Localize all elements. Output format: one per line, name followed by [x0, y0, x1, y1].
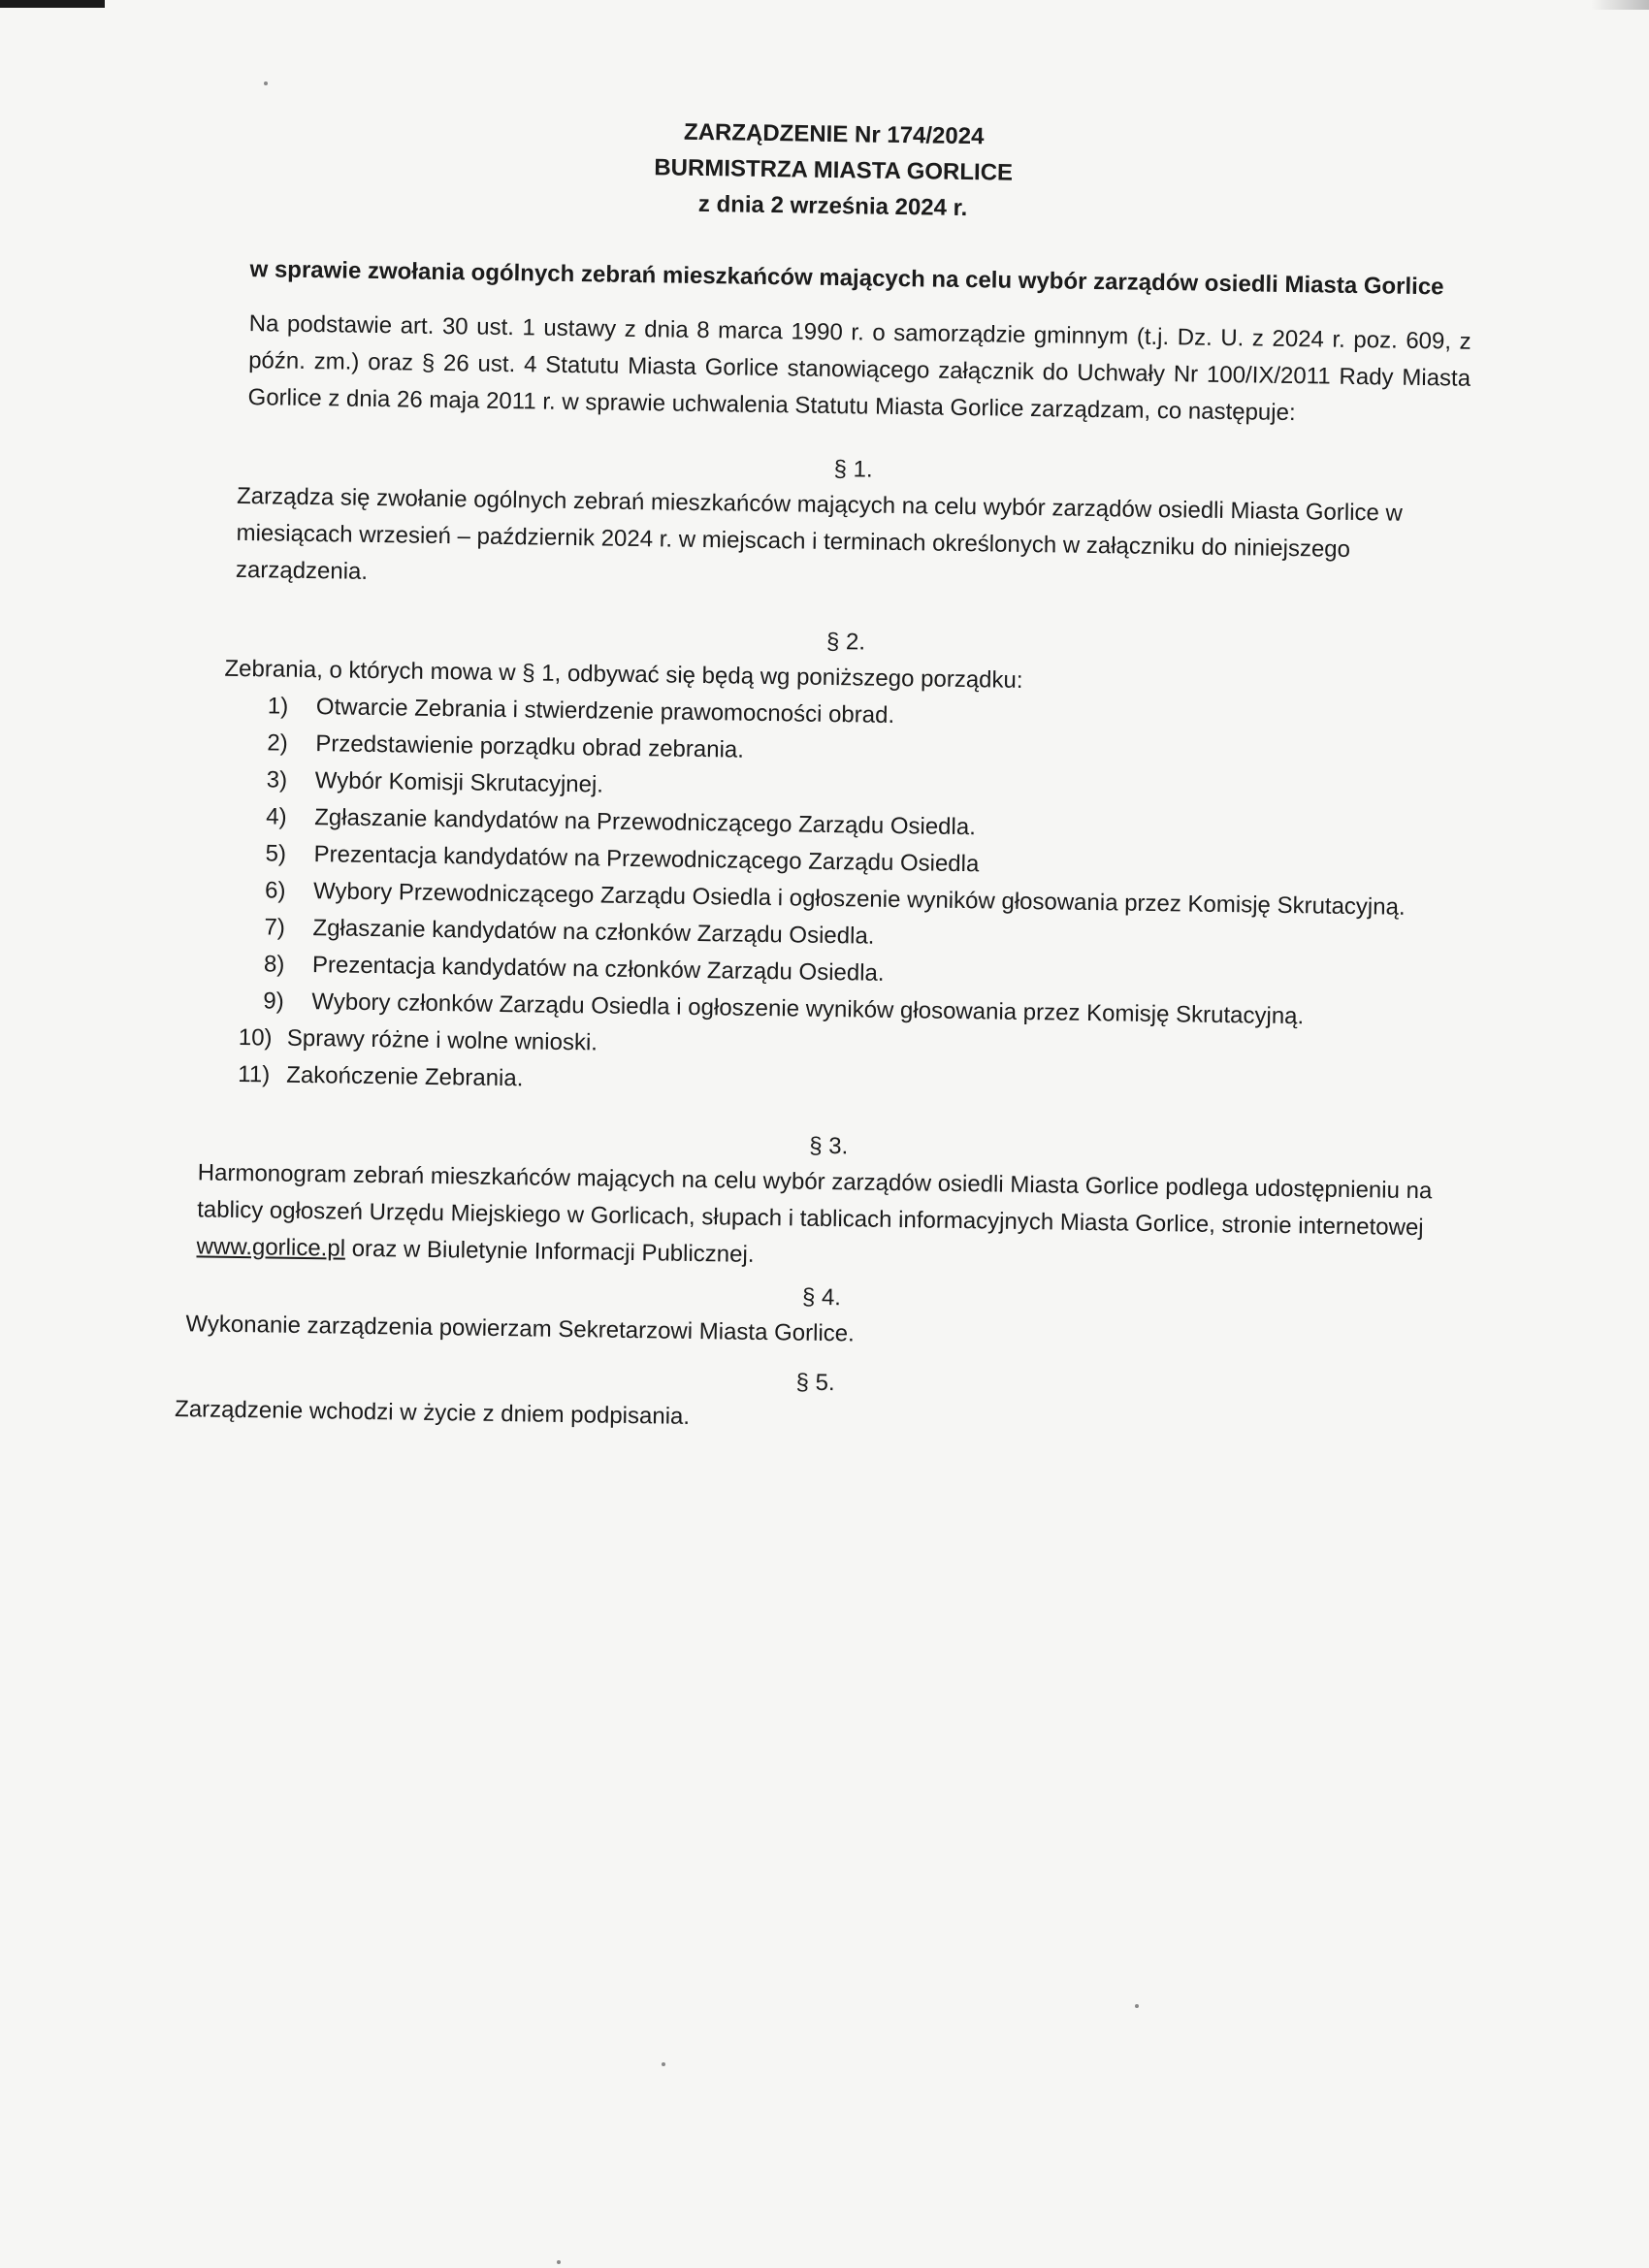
scan-speck: [557, 2260, 561, 2264]
list-item: 7) Zgłaszanie kandydatów na członków Zarządu Osiedla.: [264, 914, 875, 950]
scan-speck: [1135, 2004, 1139, 2008]
section-4-text: Wykonanie zarządzenia powierzam Sekretarzowi Miasta Gorlice.: [185, 1311, 855, 1347]
list-item: 9) Wybory członków Zarządu Osiedla i ogłoszenie wyników głosowania przez Komisję Skrutacyjną.: [263, 988, 1305, 1030]
section-2-mark: § 2.: [825, 628, 866, 656]
website-link[interactable]: www.gorlice.pl: [196, 1233, 346, 1262]
scan-speck: [662, 2062, 665, 2066]
section-4: [185, 1271, 1457, 1361]
list-item: 11) Zakończenie Zebrania.: [238, 1060, 524, 1092]
section-3-text: Harmonogram zebrań mieszkańców mających na celu wybór zarządów osiedli Miasta Gorlice podlega udostępnieniu na tablicy ogłoszeń Urzędu Miejskiego w Gorlicach, słupach i tablicach informacyjnych Miasta Gorlice, stronie internetowej www.gorlice.pl oraz w Biuletynie Informacji Publicznej.: [196, 1159, 1433, 1268]
scan-speck: [264, 81, 268, 85]
section-1-text: Zarządza się zwołanie ogólnych zebrań mieszkańców mających na celu wybór zarządów osiedli Miasta Gorlice w miesiącach wrzesień – październik 2024 r. w miejscach i terminach określonych w załączniku do niniejszego zarządzenia.: [235, 482, 1404, 585]
document-header: [192, 107, 1474, 234]
scan-edge-shadow: [1591, 0, 1649, 10]
list-item: 5) Prezentacja kandydatów na Przewodniczącego Zarządu Osiedla: [265, 840, 980, 878]
ordinance-date: z dnia 2 września 2024 r.: [697, 190, 968, 222]
section-3-mark: § 3.: [809, 1132, 849, 1160]
list-item: 4) Zgłaszanie kandydatów na Przewodniczącego Zarządu Osiedla.: [266, 803, 977, 841]
list-item: 10) Sprawy różne i wolne wnioski.: [238, 1023, 598, 1056]
list-item: 8) Prezentacja kandydatów na członków Zarządu Osiedla.: [263, 951, 885, 987]
list-item: 2) Przedstawienie porządku obrad zebrania.: [267, 729, 745, 763]
document-page: [175, 107, 1474, 1446]
section-5: [175, 1356, 1456, 1447]
section-1-mark: § 1.: [833, 456, 873, 483]
section-2: [218, 616, 1467, 1112]
scan-edge-mark: [0, 0, 105, 8]
list-item: 1) Otwarcie Zebrania i stwierdzenie prawomocności obrad.: [267, 693, 895, 729]
list-item: 6) Wybory Przewodniczącego Zarządu Osiedla i ogłoszenie wyników głosowania przez Komisję Skrutacyjną.: [264, 877, 1406, 921]
section-1: [236, 443, 1470, 607]
ordinance-number: ZARZĄDZENIE Nr 174/2024: [683, 118, 985, 150]
section-5-mark: § 5.: [795, 1369, 835, 1397]
issuing-authority: BURMISTRZA MIASTA GORLICE: [654, 154, 1014, 186]
agenda-list: [238, 688, 1466, 1111]
section-5-text: Zarządzenie wchodzi w życie z dniem podpisania.: [174, 1396, 691, 1430]
list-item: 3) Wybór Komisji Skrutacyjnej.: [266, 766, 604, 798]
ordinance-subject: w sprawie zwołania ogólnych zebrań mieszkańców mających na celu wybór zarządów osiedli Miasta Gorlice: [249, 256, 1444, 301]
section-2-intro: Zebrania, o których mowa w § 1, odbywać się będą wg poniższego porządku:: [224, 655, 1023, 694]
section-4-mark: § 4.: [801, 1283, 842, 1312]
section-3: [196, 1119, 1459, 1283]
legal-basis: Na podstawie art. 30 ust. 1 ustawy z dnia 8 marca 1990 r. o samorządzie gminnym (t.j. Dz. U. z 2024 r. poz. 609, z późn. zm.) oraz § 26 ust. 4 Statutu Miasta Gorlice stanowiącego załącznik do Uchwały Nr 100/IX/2011 Rady Miasta Gorlice z dnia 26 maja 2011 r. w sprawie uchwalenia Statutu Miasta Gorlice zarządzam, co następuje:: [247, 310, 1471, 427]
